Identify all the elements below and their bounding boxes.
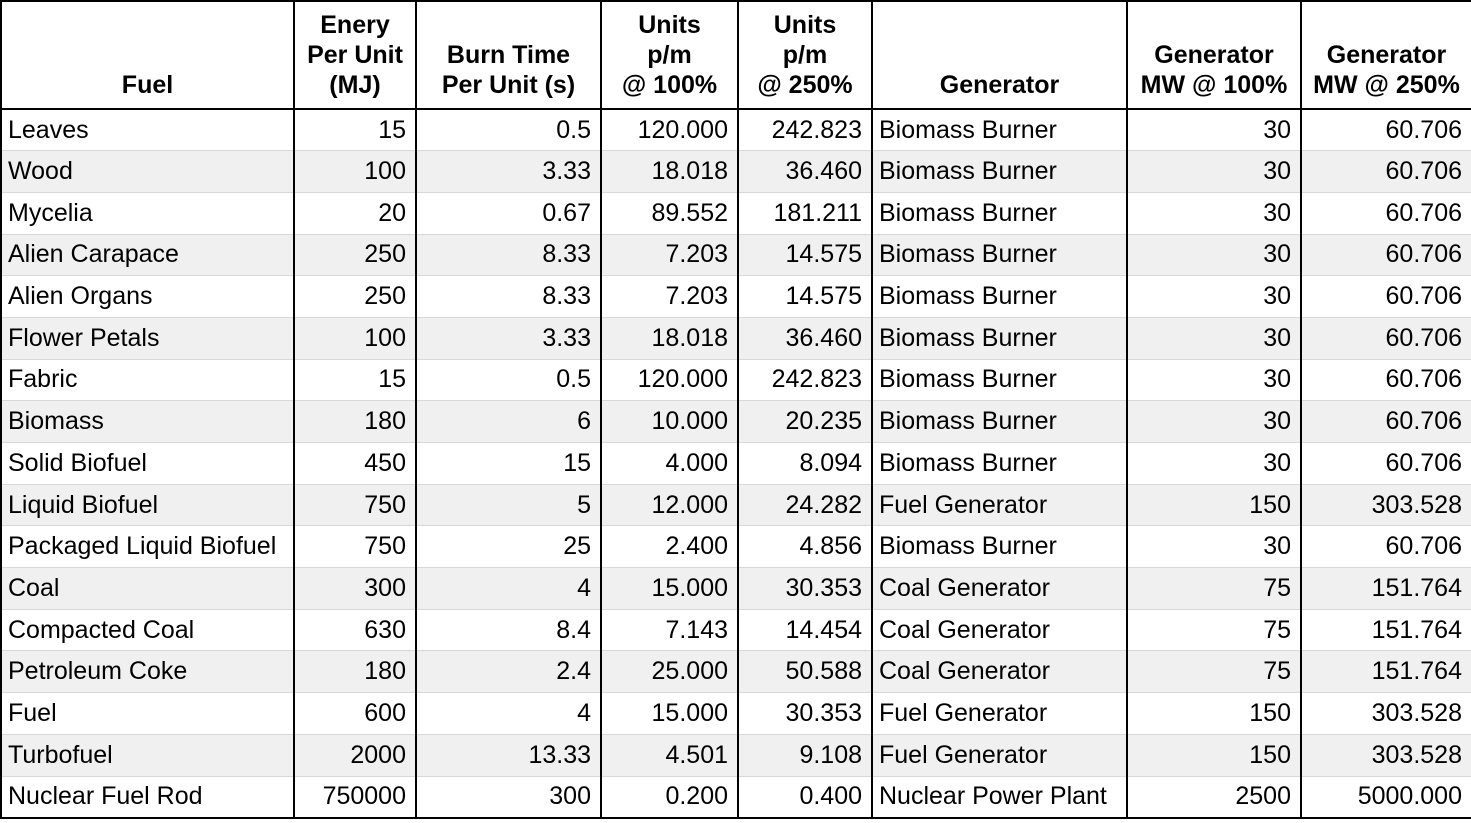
table-row <box>1 234 1471 276</box>
cell-units-pm-100: 120.000 <box>601 359 738 401</box>
cell-generator: Coal Generator <box>872 651 1127 693</box>
table-row <box>1 109 1471 151</box>
column-header-line: Enery <box>320 11 390 39</box>
cell-generator-mw-250: 60.706 <box>1301 401 1471 443</box>
column-header-generator <box>872 1 1127 109</box>
table-row <box>1 359 1471 401</box>
table-body <box>1 109 1471 818</box>
cell-units-pm-100: 7.143 <box>601 609 738 651</box>
cell-generator-mw-100: 30 <box>1127 151 1301 193</box>
cell-fuel: Alien Carapace <box>1 234 294 276</box>
cell-generator-mw-250: 151.764 <box>1301 651 1471 693</box>
cell-burn-time-per-unit-s: 2.4 <box>416 651 601 693</box>
cell-units-pm-100: 18.018 <box>601 151 738 193</box>
cell-generator-mw-100: 30 <box>1127 234 1301 276</box>
cell-units-pm-100: 15.000 <box>601 693 738 735</box>
column-header-units-pm-250 <box>738 1 872 109</box>
cell-fuel: Compacted Coal <box>1 609 294 651</box>
cell-fuel: Flower Petals <box>1 317 294 359</box>
column-header-line: Generator <box>939 71 1060 99</box>
cell-generator-mw-250: 60.706 <box>1301 276 1471 318</box>
cell-burn-time-per-unit-s: 6 <box>416 401 601 443</box>
cell-units-pm-250: 8.094 <box>738 443 872 485</box>
cell-generator: Biomass Burner <box>872 192 1127 234</box>
cell-generator: Biomass Burner <box>872 443 1127 485</box>
column-header-line: Units <box>773 11 837 39</box>
cell-energy-per-unit-mj: 450 <box>294 443 416 485</box>
cell-energy-per-unit-mj: 750 <box>294 484 416 526</box>
cell-generator-mw-100: 30 <box>1127 317 1301 359</box>
cell-energy-per-unit-mj: 250 <box>294 234 416 276</box>
cell-generator: Biomass Burner <box>872 276 1127 318</box>
column-header-fuel <box>1 1 294 109</box>
cell-generator-mw-100: 30 <box>1127 109 1301 151</box>
cell-energy-per-unit-mj: 180 <box>294 401 416 443</box>
cell-energy-per-unit-mj: 15 <box>294 359 416 401</box>
column-header-line: Units <box>638 11 701 39</box>
table-row <box>1 276 1471 318</box>
cell-generator-mw-250: 60.706 <box>1301 109 1471 151</box>
cell-burn-time-per-unit-s: 3.33 <box>416 317 601 359</box>
cell-units-pm-250: 4.856 <box>738 526 872 568</box>
cell-energy-per-unit-mj: 180 <box>294 651 416 693</box>
cell-units-pm-250: 181.211 <box>738 192 872 234</box>
table-row <box>1 317 1471 359</box>
cell-units-pm-250: 36.460 <box>738 317 872 359</box>
cell-generator-mw-100: 75 <box>1127 609 1301 651</box>
cell-energy-per-unit-mj: 100 <box>294 151 416 193</box>
table-row <box>1 734 1471 776</box>
cell-units-pm-100: 7.203 <box>601 276 738 318</box>
column-header-energy-per-unit-mj <box>294 1 416 109</box>
cell-burn-time-per-unit-s: 0.5 <box>416 359 601 401</box>
table-row <box>1 776 1471 818</box>
cell-generator-mw-100: 30 <box>1127 359 1301 401</box>
cell-units-pm-100: 4.000 <box>601 443 738 485</box>
cell-generator: Biomass Burner <box>872 151 1127 193</box>
cell-burn-time-per-unit-s: 3.33 <box>416 151 601 193</box>
cell-units-pm-100: 89.552 <box>601 192 738 234</box>
cell-generator-mw-100: 30 <box>1127 401 1301 443</box>
column-header-line: @ 100% <box>621 71 718 99</box>
cell-units-pm-250: 36.460 <box>738 151 872 193</box>
cell-units-pm-100: 120.000 <box>601 109 738 151</box>
cell-fuel: Packaged Liquid Biofuel <box>1 526 294 568</box>
cell-generator-mw-250: 151.764 <box>1301 609 1471 651</box>
cell-burn-time-per-unit-s: 15 <box>416 443 601 485</box>
cell-burn-time-per-unit-s: 5 <box>416 484 601 526</box>
cell-generator: Biomass Burner <box>872 317 1127 359</box>
cell-generator: Biomass Burner <box>872 401 1127 443</box>
cell-units-pm-250: 0.400 <box>738 776 872 818</box>
cell-generator-mw-250: 60.706 <box>1301 526 1471 568</box>
cell-generator-mw-100: 150 <box>1127 484 1301 526</box>
table-row <box>1 693 1471 735</box>
cell-fuel: Nuclear Fuel Rod <box>1 776 294 818</box>
cell-energy-per-unit-mj: 630 <box>294 609 416 651</box>
cell-fuel: Solid Biofuel <box>1 443 294 485</box>
cell-generator-mw-100: 30 <box>1127 526 1301 568</box>
cell-fuel: Petroleum Coke <box>1 651 294 693</box>
cell-units-pm-100: 2.400 <box>601 526 738 568</box>
column-header-line: Burn Time <box>446 41 571 69</box>
cell-generator: Fuel Generator <box>872 484 1127 526</box>
cell-fuel: Mycelia <box>1 192 294 234</box>
cell-generator-mw-250: 60.706 <box>1301 317 1471 359</box>
cell-burn-time-per-unit-s: 13.33 <box>416 734 601 776</box>
cell-fuel: Fabric <box>1 359 294 401</box>
cell-generator: Biomass Burner <box>872 359 1127 401</box>
cell-generator-mw-100: 150 <box>1127 734 1301 776</box>
cell-burn-time-per-unit-s: 8.33 <box>416 234 601 276</box>
column-header-line: Per Unit (s) <box>441 71 576 99</box>
table-row <box>1 192 1471 234</box>
cell-units-pm-250: 50.588 <box>738 651 872 693</box>
cell-generator-mw-100: 2500 <box>1127 776 1301 818</box>
column-header-generator-mw-100 <box>1127 1 1301 109</box>
cell-units-pm-100: 12.000 <box>601 484 738 526</box>
cell-burn-time-per-unit-s: 8.4 <box>416 609 601 651</box>
cell-units-pm-250: 24.282 <box>738 484 872 526</box>
cell-fuel: Liquid Biofuel <box>1 484 294 526</box>
cell-generator: Nuclear Power Plant <box>872 776 1127 818</box>
cell-generator-mw-100: 30 <box>1127 192 1301 234</box>
column-header-line: @ 250% <box>757 71 853 99</box>
cell-generator-mw-100: 75 <box>1127 651 1301 693</box>
cell-units-pm-250: 14.575 <box>738 234 872 276</box>
table-row <box>1 401 1471 443</box>
cell-generator: Coal Generator <box>872 609 1127 651</box>
cell-generator-mw-100: 30 <box>1127 276 1301 318</box>
cell-units-pm-250: 9.108 <box>738 734 872 776</box>
cell-energy-per-unit-mj: 100 <box>294 317 416 359</box>
column-header-generator-mw-250 <box>1301 1 1471 109</box>
cell-energy-per-unit-mj: 750000 <box>294 776 416 818</box>
cell-burn-time-per-unit-s: 8.33 <box>416 276 601 318</box>
table-row <box>1 443 1471 485</box>
cell-units-pm-250: 30.353 <box>738 568 872 610</box>
column-header-line: Fuel <box>121 71 174 99</box>
cell-generator-mw-250: 60.706 <box>1301 359 1471 401</box>
cell-units-pm-250: 14.454 <box>738 609 872 651</box>
table-row <box>1 151 1471 193</box>
cell-generator-mw-250: 303.528 <box>1301 693 1471 735</box>
column-header-line: MW @ 100% <box>1140 71 1288 99</box>
cell-energy-per-unit-mj: 250 <box>294 276 416 318</box>
column-header-line: Generator <box>1154 41 1274 69</box>
cell-generator-mw-250: 60.706 <box>1301 234 1471 276</box>
table-row <box>1 484 1471 526</box>
cell-generator: Fuel Generator <box>872 693 1127 735</box>
cell-units-pm-250: 242.823 <box>738 109 872 151</box>
cell-energy-per-unit-mj: 600 <box>294 693 416 735</box>
cell-generator-mw-250: 303.528 <box>1301 484 1471 526</box>
cell-energy-per-unit-mj: 750 <box>294 526 416 568</box>
cell-burn-time-per-unit-s: 4 <box>416 693 601 735</box>
cell-burn-time-per-unit-s: 0.5 <box>416 109 601 151</box>
cell-fuel: Coal <box>1 568 294 610</box>
cell-fuel: Alien Organs <box>1 276 294 318</box>
cell-burn-time-per-unit-s: 0.67 <box>416 192 601 234</box>
cell-generator-mw-250: 151.764 <box>1301 568 1471 610</box>
cell-fuel: Wood <box>1 151 294 193</box>
cell-generator-mw-100: 75 <box>1127 568 1301 610</box>
header-row <box>1 1 1471 109</box>
cell-generator-mw-250: 60.706 <box>1301 443 1471 485</box>
cell-burn-time-per-unit-s: 300 <box>416 776 601 818</box>
column-header-burn-time-per-unit-s <box>416 1 601 109</box>
table-row <box>1 568 1471 610</box>
column-header-line: (MJ) <box>329 71 381 99</box>
cell-units-pm-250: 30.353 <box>738 693 872 735</box>
cell-fuel: Fuel <box>1 693 294 735</box>
cell-units-pm-100: 0.200 <box>601 776 738 818</box>
column-header-line: MW @ 250% <box>1313 71 1460 99</box>
cell-units-pm-100: 15.000 <box>601 568 738 610</box>
column-header-line: Per Unit <box>307 41 403 69</box>
table-header <box>1 1 1471 109</box>
column-header-units-pm-100 <box>601 1 738 109</box>
cell-generator: Biomass Burner <box>872 526 1127 568</box>
table-row <box>1 609 1471 651</box>
table-row <box>1 526 1471 568</box>
cell-energy-per-unit-mj: 2000 <box>294 734 416 776</box>
column-header-line: p/m <box>647 41 692 69</box>
column-header-line: Generator <box>1326 41 1447 69</box>
cell-generator-mw-100: 30 <box>1127 443 1301 485</box>
cell-energy-per-unit-mj: 15 <box>294 109 416 151</box>
cell-generator-mw-100: 150 <box>1127 693 1301 735</box>
cell-units-pm-100: 18.018 <box>601 317 738 359</box>
cell-units-pm-100: 4.501 <box>601 734 738 776</box>
cell-energy-per-unit-mj: 300 <box>294 568 416 610</box>
cell-fuel: Leaves <box>1 109 294 151</box>
cell-generator: Biomass Burner <box>872 109 1127 151</box>
cell-fuel: Biomass <box>1 401 294 443</box>
cell-units-pm-100: 7.203 <box>601 234 738 276</box>
cell-generator-mw-250: 303.528 <box>1301 734 1471 776</box>
cell-fuel: Turbofuel <box>1 734 294 776</box>
cell-energy-per-unit-mj: 20 <box>294 192 416 234</box>
cell-units-pm-250: 14.575 <box>738 276 872 318</box>
cell-generator-mw-250: 5000.000 <box>1301 776 1471 818</box>
cell-generator: Coal Generator <box>872 568 1127 610</box>
column-header-line: p/m <box>782 41 828 69</box>
cell-burn-time-per-unit-s: 4 <box>416 568 601 610</box>
cell-generator: Biomass Burner <box>872 234 1127 276</box>
cell-generator: Fuel Generator <box>872 734 1127 776</box>
cell-generator-mw-250: 60.706 <box>1301 192 1471 234</box>
cell-units-pm-100: 25.000 <box>601 651 738 693</box>
cell-units-pm-100: 10.000 <box>601 401 738 443</box>
cell-generator-mw-250: 60.706 <box>1301 151 1471 193</box>
cell-units-pm-250: 242.823 <box>738 359 872 401</box>
cell-burn-time-per-unit-s: 25 <box>416 526 601 568</box>
table-row <box>1 651 1471 693</box>
cell-units-pm-250: 20.235 <box>738 401 872 443</box>
